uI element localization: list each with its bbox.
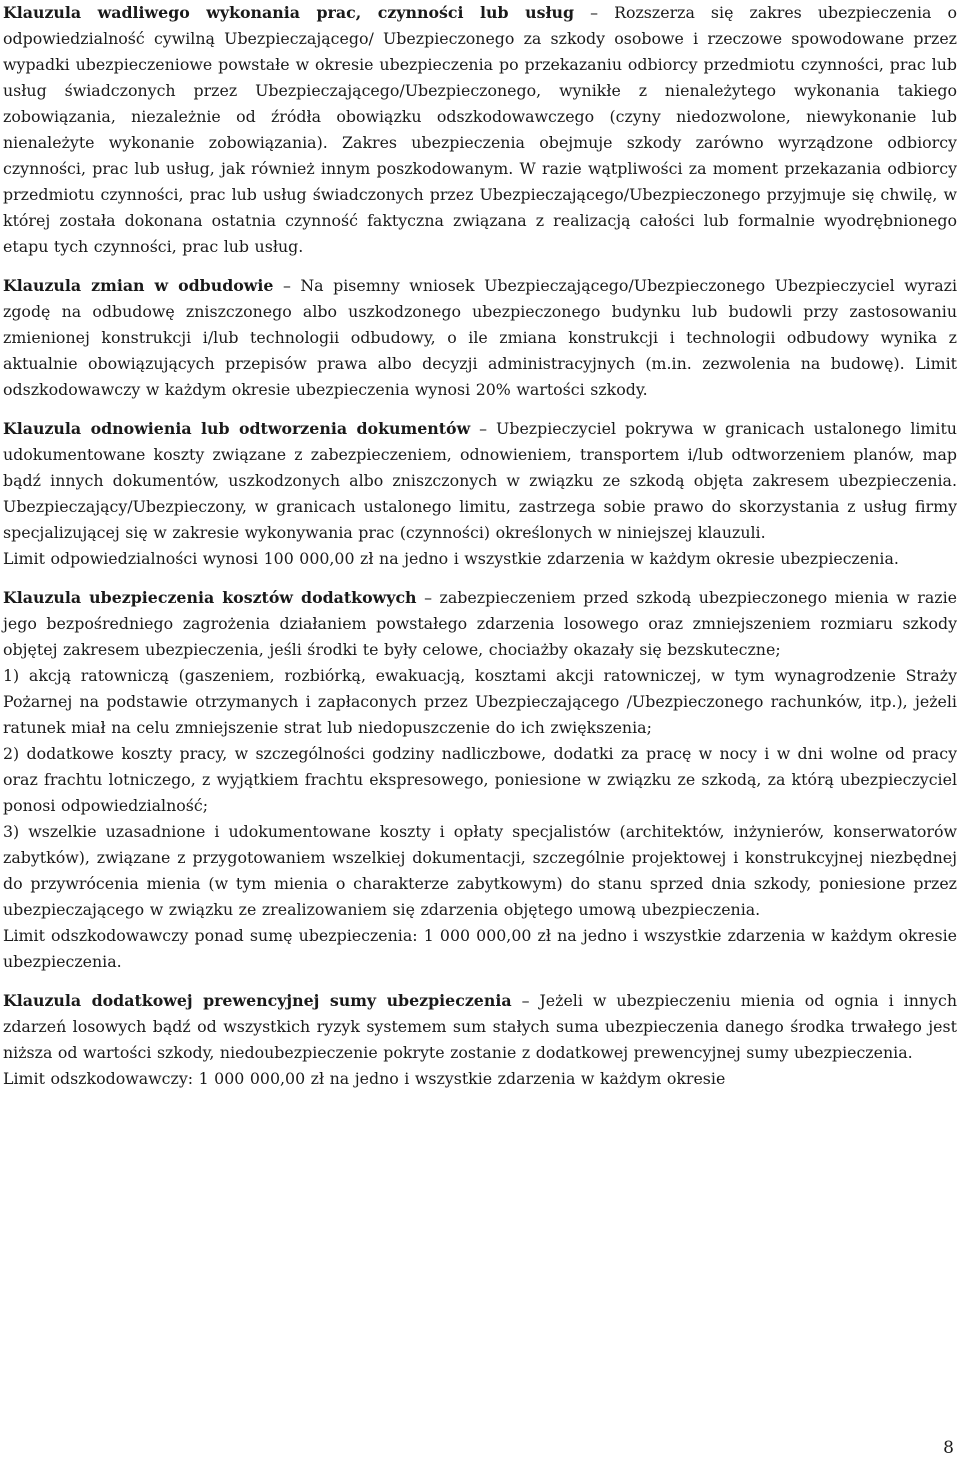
- clause-limit: Limit odszkodowawczy ponad sumę ubezpieczenia: 1 000 000,00 zł na jedno i wszystkie zdarzenia w każdym okresie ubezpieczenia.: [3, 926, 957, 971]
- clause-list-item: 2) dodatkowe koszty pracy, w szczególności godziny nadliczbowe, dodatki za pracę w nocy i w dni wolne od pracy oraz frachtu lotniczego, z wyjątkiem frachtu ekspresowego, poniesione w związku ze szkodą, za którą ubezpieczyciel ponosi odpowiedzialność;: [3, 744, 957, 815]
- clause-limit: Limit odszkodowawczy: 1 000 000,00 zł na jedno i wszystkie zdarzenia w każdym okresie: [3, 1069, 726, 1088]
- clause-body: – Na pisemny wniosek Ubezpieczającego/Ubezpieczonego Ubezpieczyciel wyrazi zgodę na odbudowę zniszczonego albo uszkodzonego ubezpieczonego budynku lub budowli przy zastosowaniu zmienionej konstrukcji i/lub technologii odbudowy, o ile zmiana konstrukcji i technologii odbudowy wynika z aktualnie obowiązujących przepisów prawa albo decyzji administracyjnych (m.in. zezwolenia na budowę). Limit odszkodowawczy w każdym okresie ubezpieczenia wynosi 20% wartości szkody.: [3, 276, 957, 399]
- clause-title: Klauzula odnowienia lub odtworzenia dokumentów: [3, 419, 471, 438]
- clause-odnowienie-dokumentow: [3, 416, 957, 572]
- clause-zmiany-w-odbudowie: [3, 273, 957, 403]
- clause-limit: Limit odpowiedzialności wynosi 100 000,00 zł na jedno i wszystkie zdarzenia w każdym okresie ubezpieczenia.: [3, 549, 899, 568]
- clause-title: Klauzula zmian w odbudowie: [3, 276, 274, 295]
- clause-title: Klauzula dodatkowej prewencyjnej sumy ubezpieczenia: [3, 991, 512, 1010]
- clause-list-item: 1) akcją ratowniczą (gaszeniem, rozbiórką, ewakuacją, kosztami akcji ratowniczej, w tym wynagrodzenie Straży Pożarnej na podstawie otrzymanych i zapłaconych przez Ubezpieczającego /Ubezpieczonego rachunków, itp.), jeżeli ratunek miał na celu zmniejszenie strat lub niedopuszczenie do ich zwiększenia;: [3, 666, 957, 737]
- clause-title: Klauzula ubezpieczenia kosztów dodatkowych: [3, 588, 417, 607]
- clause-list-item: 3) wszelkie uzasadnione i udokumentowane koszty i opłaty specjalistów (architektów, inżynierów, konserwatorów zabytków), związane z przygotowaniem wszelkiej dokumentacji, szczególnie projektowej i konstrukcyjnej niezbędnej do przywrócenia mienia (w tym mienia o charakterze zabytkowym) do stanu sprzed dnia szkody, poniesione przez ubezpieczającego w związku ze zrealizowaniem się zdarzenia objętego umową ubezpieczenia.: [3, 822, 957, 919]
- clause-wadliwe-wykonanie: [3, 0, 957, 260]
- clause-prewencyjna-suma: [3, 988, 957, 1092]
- clause-body: – Ubezpieczyciel pokrywa w granicach ustalonego limitu udokumentowane koszty związane z zabezpieczeniem, odnowieniem, transportem i/lub odtworzeniem planów, map bądź innych dokumentów, uszkodzonych albo zniszczonych w związku ze szkodą objęta zakresem ubezpieczenia. Ubezpieczający/Ubezpieczony, w granicach ustalonego limitu, zastrzega sobie prawo do skorzystania z usług firmy specjalizującej się w zakresie wykonywania prac (czynności) określonych w niniejszej klauzuli.: [3, 419, 957, 542]
- clause-body: – zabezpieczeniem przed szkodą ubezpieczonego mienia w razie jego bezpośredniego zagrożenia działaniem powstałego zdarzenia losowego oraz zmniejszeniem rozmiaru szkody objętej zakresem ubezpieczenia, jeśli środki te były celowe, chociażby okazały się bezskuteczne;: [3, 588, 957, 659]
- clause-body: – Jeżeli w ubezpieczeniu mienia od ognia i innych zdarzeń losowych bądź od wszystkich ryzyk systemem sum stałych suma ubezpieczenia danego środka trwałego jest niższa od wartości szkody, niedoubezpieczenie pokryte zostanie z dodatkowej prewencyjnej sumy ubezpieczenia.: [3, 991, 957, 1062]
- page-number: 8: [943, 1438, 954, 1458]
- clause-body: – Rozszerza się zakres ubezpieczenia o odpowiedzialność cywilną Ubezpieczającego/ Ubezpieczonego za szkody osobowe i rzeczowe spowodowane przez wypadki ubezpieczeniowe powstałe w okresie ubezpieczenia po przekazaniu odbiorcy przedmiotu czynności, prac lub usług świadczonych przez Ubezpieczającego/Ubezpieczonego, wynikłe z nienależytego wykonania takiego zobowiązania, niezależnie od źródła obowiązku odszkodowawczego (czyny niedozwolone, niewykonanie lub nienależyte wykonanie zobowiązania). Zakres ubezpieczenia obejmuje szkody zarówno wyrządzone odbiorcy czynności, prac lub usług, jak również innym poszkodowanym. W razie wątpliwości za moment przekazania odbiorcy przedmiotu czynności, prac lub usług świadczonych przez Ubezpieczającego/Ubezpieczonego przyjmuje się chwilę, w której została dokonana ostatnia czynność faktyczna związana z realizacją całości lub formalnie wyodrębnionego etapu tych czynności, prac lub usług.: [3, 3, 957, 256]
- clause-koszty-dodatkowe: [3, 585, 957, 975]
- clause-title: Klauzula wadliwego wykonania prac, czynności lub usług: [3, 3, 575, 22]
- document-page: [3, 0, 957, 1105]
